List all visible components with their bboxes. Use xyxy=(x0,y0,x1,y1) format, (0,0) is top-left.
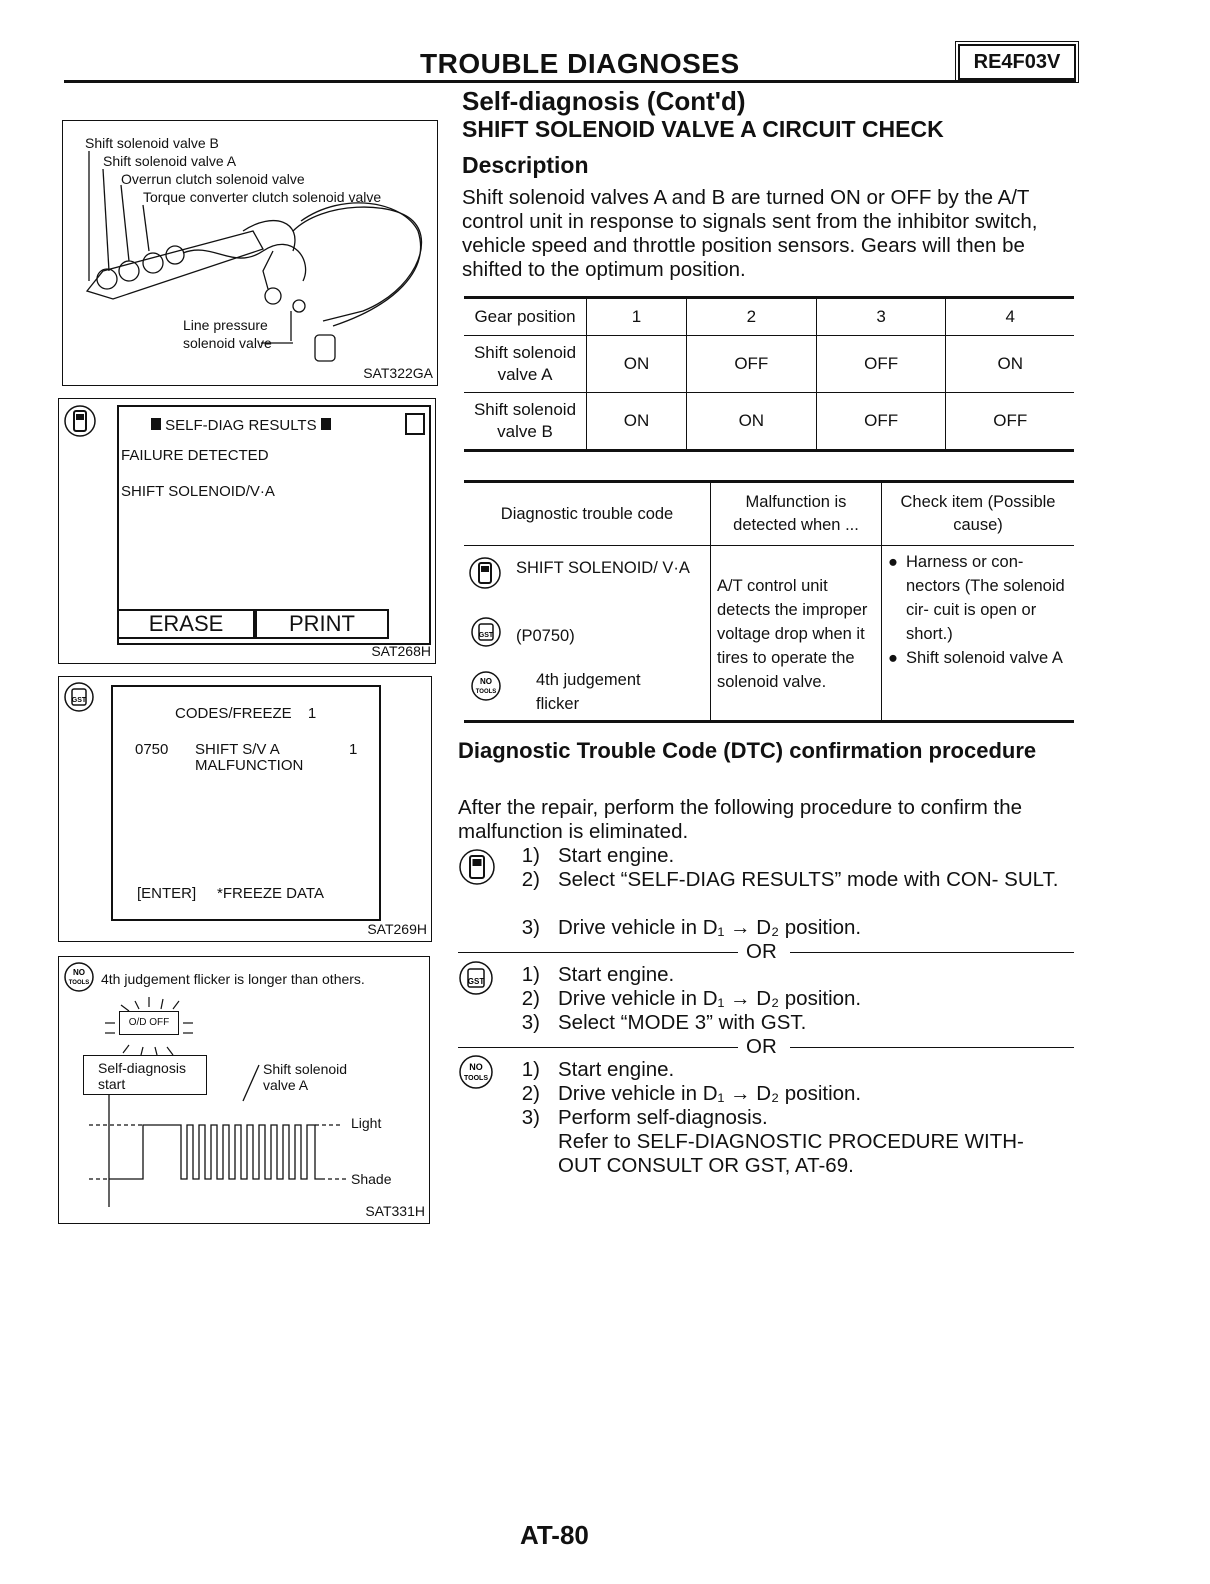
enter-key[interactable]: [ENTER] xyxy=(137,885,197,902)
step-number: 2) xyxy=(521,1082,540,1105)
figure-label: Shift solenoid valve B xyxy=(85,135,219,151)
dtc-confirm-intro: After the repair, perform the following procedure to confirm the malfunction is eliminated. xyxy=(458,796,1023,843)
step-text: Start engine. xyxy=(558,1058,675,1081)
failure-detected-text: FAILURE DETECTED xyxy=(121,447,269,464)
no-tools-icon-bottom: TOOLS xyxy=(68,980,90,986)
no-tools-icon-top: NO xyxy=(73,968,85,977)
figure-label: valve A xyxy=(263,1077,309,1093)
or-label: OR xyxy=(746,940,777,963)
step-text: Select “MODE 3” with GST. xyxy=(558,1011,807,1034)
list-item xyxy=(500,963,1076,987)
dtc-confirm-heading: Diagnostic Trouble Code (DTC) confirmation procedure xyxy=(458,738,1037,763)
screen-title: SELF-DIAG RESULTS xyxy=(165,417,317,434)
gst-display xyxy=(111,685,381,921)
malfunction-text: A/T control unit detects the improper voltage drop when it tires to operate the solenoid valve. xyxy=(717,577,868,691)
dtc-gst-code: (P0750) xyxy=(516,627,575,645)
check-item-1 xyxy=(888,550,1068,646)
screen-title-number: 1 xyxy=(307,705,317,722)
step-text: Start engine. xyxy=(558,963,675,986)
table-cell: OFF xyxy=(946,393,1074,451)
description-heading: Description xyxy=(462,152,589,178)
step-number: 2) xyxy=(521,868,540,891)
light-label: Light xyxy=(351,1115,382,1131)
figure-id: SAT269H xyxy=(367,921,427,937)
consult-icon xyxy=(468,556,502,590)
consult-icon xyxy=(63,403,97,439)
check-item-text: Harness or con- nectors (The solenoid cir- cuit is open or short.) xyxy=(906,553,1065,643)
no-tools-icon xyxy=(458,1054,494,1090)
gst-icon xyxy=(63,681,95,713)
gst-steps xyxy=(500,963,1076,1035)
dtc-code: 0750 xyxy=(135,741,169,758)
check-item-text: Shift solenoid valve A xyxy=(906,649,1063,667)
gst-icon-label: GST xyxy=(71,697,87,704)
table-row xyxy=(464,393,1074,451)
figure-label: start xyxy=(98,1076,126,1092)
table-cell: 2 xyxy=(686,298,816,336)
list-item xyxy=(500,1106,1076,1130)
shade-label: Shade xyxy=(351,1171,392,1187)
figure-flicker-diagram xyxy=(58,956,430,1224)
table-cell: ON xyxy=(587,336,687,393)
step-number: 2) xyxy=(521,987,540,1010)
dtc-count: 1 xyxy=(349,741,358,758)
or-label: OR xyxy=(746,1035,777,1058)
subsection-title: SHIFT SOLENOID VALVE A CIRCUIT CHECK xyxy=(462,116,944,142)
table-cell: ON xyxy=(587,393,687,451)
figure-label: solenoid valve xyxy=(183,335,272,351)
divider xyxy=(790,1047,1074,1048)
table-header: Diagnostic trouble code xyxy=(464,482,711,546)
figure-label: Self-diagnosis xyxy=(98,1060,186,1076)
table-cell: ON xyxy=(946,336,1074,393)
no-tools-icon xyxy=(63,961,95,993)
table-cell: OFF xyxy=(816,336,946,393)
list-item xyxy=(500,1082,1076,1106)
step-number: 3) xyxy=(521,1011,540,1034)
figure-id: SAT268H xyxy=(371,643,431,659)
dtc-code-cell xyxy=(464,546,711,722)
table-header: Check item (Possible cause) xyxy=(882,482,1075,546)
figure-consult-screen xyxy=(58,398,436,664)
description-text: Shift solenoid valves A and B are turned ON or OFF by the A/T control unit in response to signals sent from the inhibitor switch, vehicle speed and throttle position sensors. Gears will then be shifted to the optimum position. xyxy=(462,186,1038,281)
figure-label: Line pressure xyxy=(183,317,268,333)
header-rule xyxy=(64,80,1076,83)
step-text: Drive vehicle in D₁ → D₂ position. xyxy=(558,1082,862,1105)
gst-icon-label: GST xyxy=(478,632,494,639)
list-item xyxy=(500,1130,1076,1178)
no-tools-icon-bottom: TOOLS xyxy=(464,1075,488,1082)
check-item-2 xyxy=(888,646,1068,670)
screen-title: CODES/FREEZE xyxy=(175,705,292,722)
step-number: 1) xyxy=(521,844,540,867)
table-cell: 4 xyxy=(946,298,1074,336)
divider xyxy=(790,952,1074,953)
bullet-icon: ● xyxy=(888,649,898,667)
no-tools-icon-top: NO xyxy=(480,677,492,686)
notools-steps xyxy=(500,1058,1076,1178)
list-item xyxy=(500,987,1076,1011)
step-text: Perform self-diagnosis. xyxy=(558,1106,768,1129)
self-diag-title xyxy=(151,417,331,434)
codes-freeze-title xyxy=(175,705,316,722)
bullet-icon: ● xyxy=(888,553,898,571)
consult-icon xyxy=(458,848,496,886)
table-cell: ON xyxy=(686,393,816,451)
figure-label: Shift solenoid xyxy=(263,1061,348,1077)
page-number: AT-80 xyxy=(520,1520,589,1550)
table-cell: Shift solenoid valve B xyxy=(464,393,587,451)
figure-solenoid-assembly xyxy=(62,120,438,386)
table-cell: OFF xyxy=(686,336,816,393)
divider xyxy=(458,952,738,953)
checkbox-icon xyxy=(405,413,425,435)
dtc-table xyxy=(464,480,1074,723)
figure-label: Shift solenoid valve A xyxy=(103,153,237,169)
divider xyxy=(458,1047,738,1048)
page-header-title: TROUBLE DIAGNOSES xyxy=(420,48,740,79)
table-row xyxy=(464,482,1074,546)
figure-id: SAT331H xyxy=(365,1203,425,1219)
block-icon xyxy=(321,418,331,430)
list-item xyxy=(500,916,1076,940)
consult-steps xyxy=(500,844,1076,940)
step-text: Drive vehicle in D₁ → D₂ position. xyxy=(558,987,862,1010)
list-item xyxy=(500,1058,1076,1082)
freeze-data-key[interactable]: *FREEZE DATA xyxy=(217,885,324,902)
flicker-caption: 4th judgement flicker is longer than others. xyxy=(101,971,365,987)
dtc-consult-code: SHIFT SOLENOID/ V·A xyxy=(516,559,690,577)
table-cell: Shift solenoid valve A xyxy=(464,336,587,393)
table-cell: Gear position xyxy=(464,298,587,336)
figure-gst-screen xyxy=(58,676,432,942)
dtc-description: MALFUNCTION xyxy=(195,757,304,774)
gst-icon xyxy=(470,616,502,648)
gst-icon xyxy=(458,960,494,996)
dtc-notools-code: 4th judgement flicker xyxy=(536,671,641,713)
table-row xyxy=(464,298,1074,336)
list-item xyxy=(500,1011,1076,1035)
table-cell: 1 xyxy=(587,298,687,336)
no-tools-icon xyxy=(470,670,502,702)
step-text: Drive vehicle in D₁ → D₂ position. xyxy=(558,916,862,939)
step-number: 3) xyxy=(521,916,540,939)
failure-item-text: SHIFT SOLENOID/V·A xyxy=(121,483,275,500)
malfunction-cell xyxy=(711,546,882,722)
section-title: Self-diagnosis (Cont'd) xyxy=(462,86,746,116)
no-tools-icon-top: NO xyxy=(469,1062,483,1072)
erase-button[interactable]: ERASE xyxy=(117,609,255,639)
table-row xyxy=(464,336,1074,393)
table-header: Malfunction is detected when ... xyxy=(711,482,882,546)
check-item-cell xyxy=(882,546,1075,722)
no-tools-icon-bottom: TOOLS xyxy=(475,689,497,695)
step-number: 1) xyxy=(521,963,540,986)
figure-id: SAT322GA xyxy=(363,365,433,381)
step-number: 1) xyxy=(521,1058,540,1081)
list-item xyxy=(500,844,1076,868)
block-icon xyxy=(151,418,161,430)
figure-label: Torque converter clutch solenoid valve xyxy=(143,189,382,205)
step-text: Select “SELF-DIAG RESULTS” mode with CON- SULT. xyxy=(558,868,1059,891)
model-code-badge: RE4F03V xyxy=(958,44,1076,80)
step-text: Start engine. xyxy=(558,844,675,867)
gst-icon-label: GST xyxy=(467,977,485,986)
print-button[interactable]: PRINT xyxy=(255,609,389,639)
table-cell: OFF xyxy=(816,393,946,451)
list-item xyxy=(500,868,1076,916)
figure-label: Overrun clutch solenoid valve xyxy=(121,171,305,187)
dtc-description: SHIFT S/V A xyxy=(195,741,280,758)
step-text: Refer to SELF-DIAGNOSTIC PROCEDURE WITH- OUT CONSULT OR GST, AT-69. xyxy=(558,1130,1024,1177)
od-off-lamp: O/D OFF xyxy=(119,1011,179,1035)
step-number: 3) xyxy=(521,1106,540,1129)
table-cell: 3 xyxy=(816,298,946,336)
gear-position-table xyxy=(464,296,1074,452)
table-row xyxy=(464,546,1074,722)
